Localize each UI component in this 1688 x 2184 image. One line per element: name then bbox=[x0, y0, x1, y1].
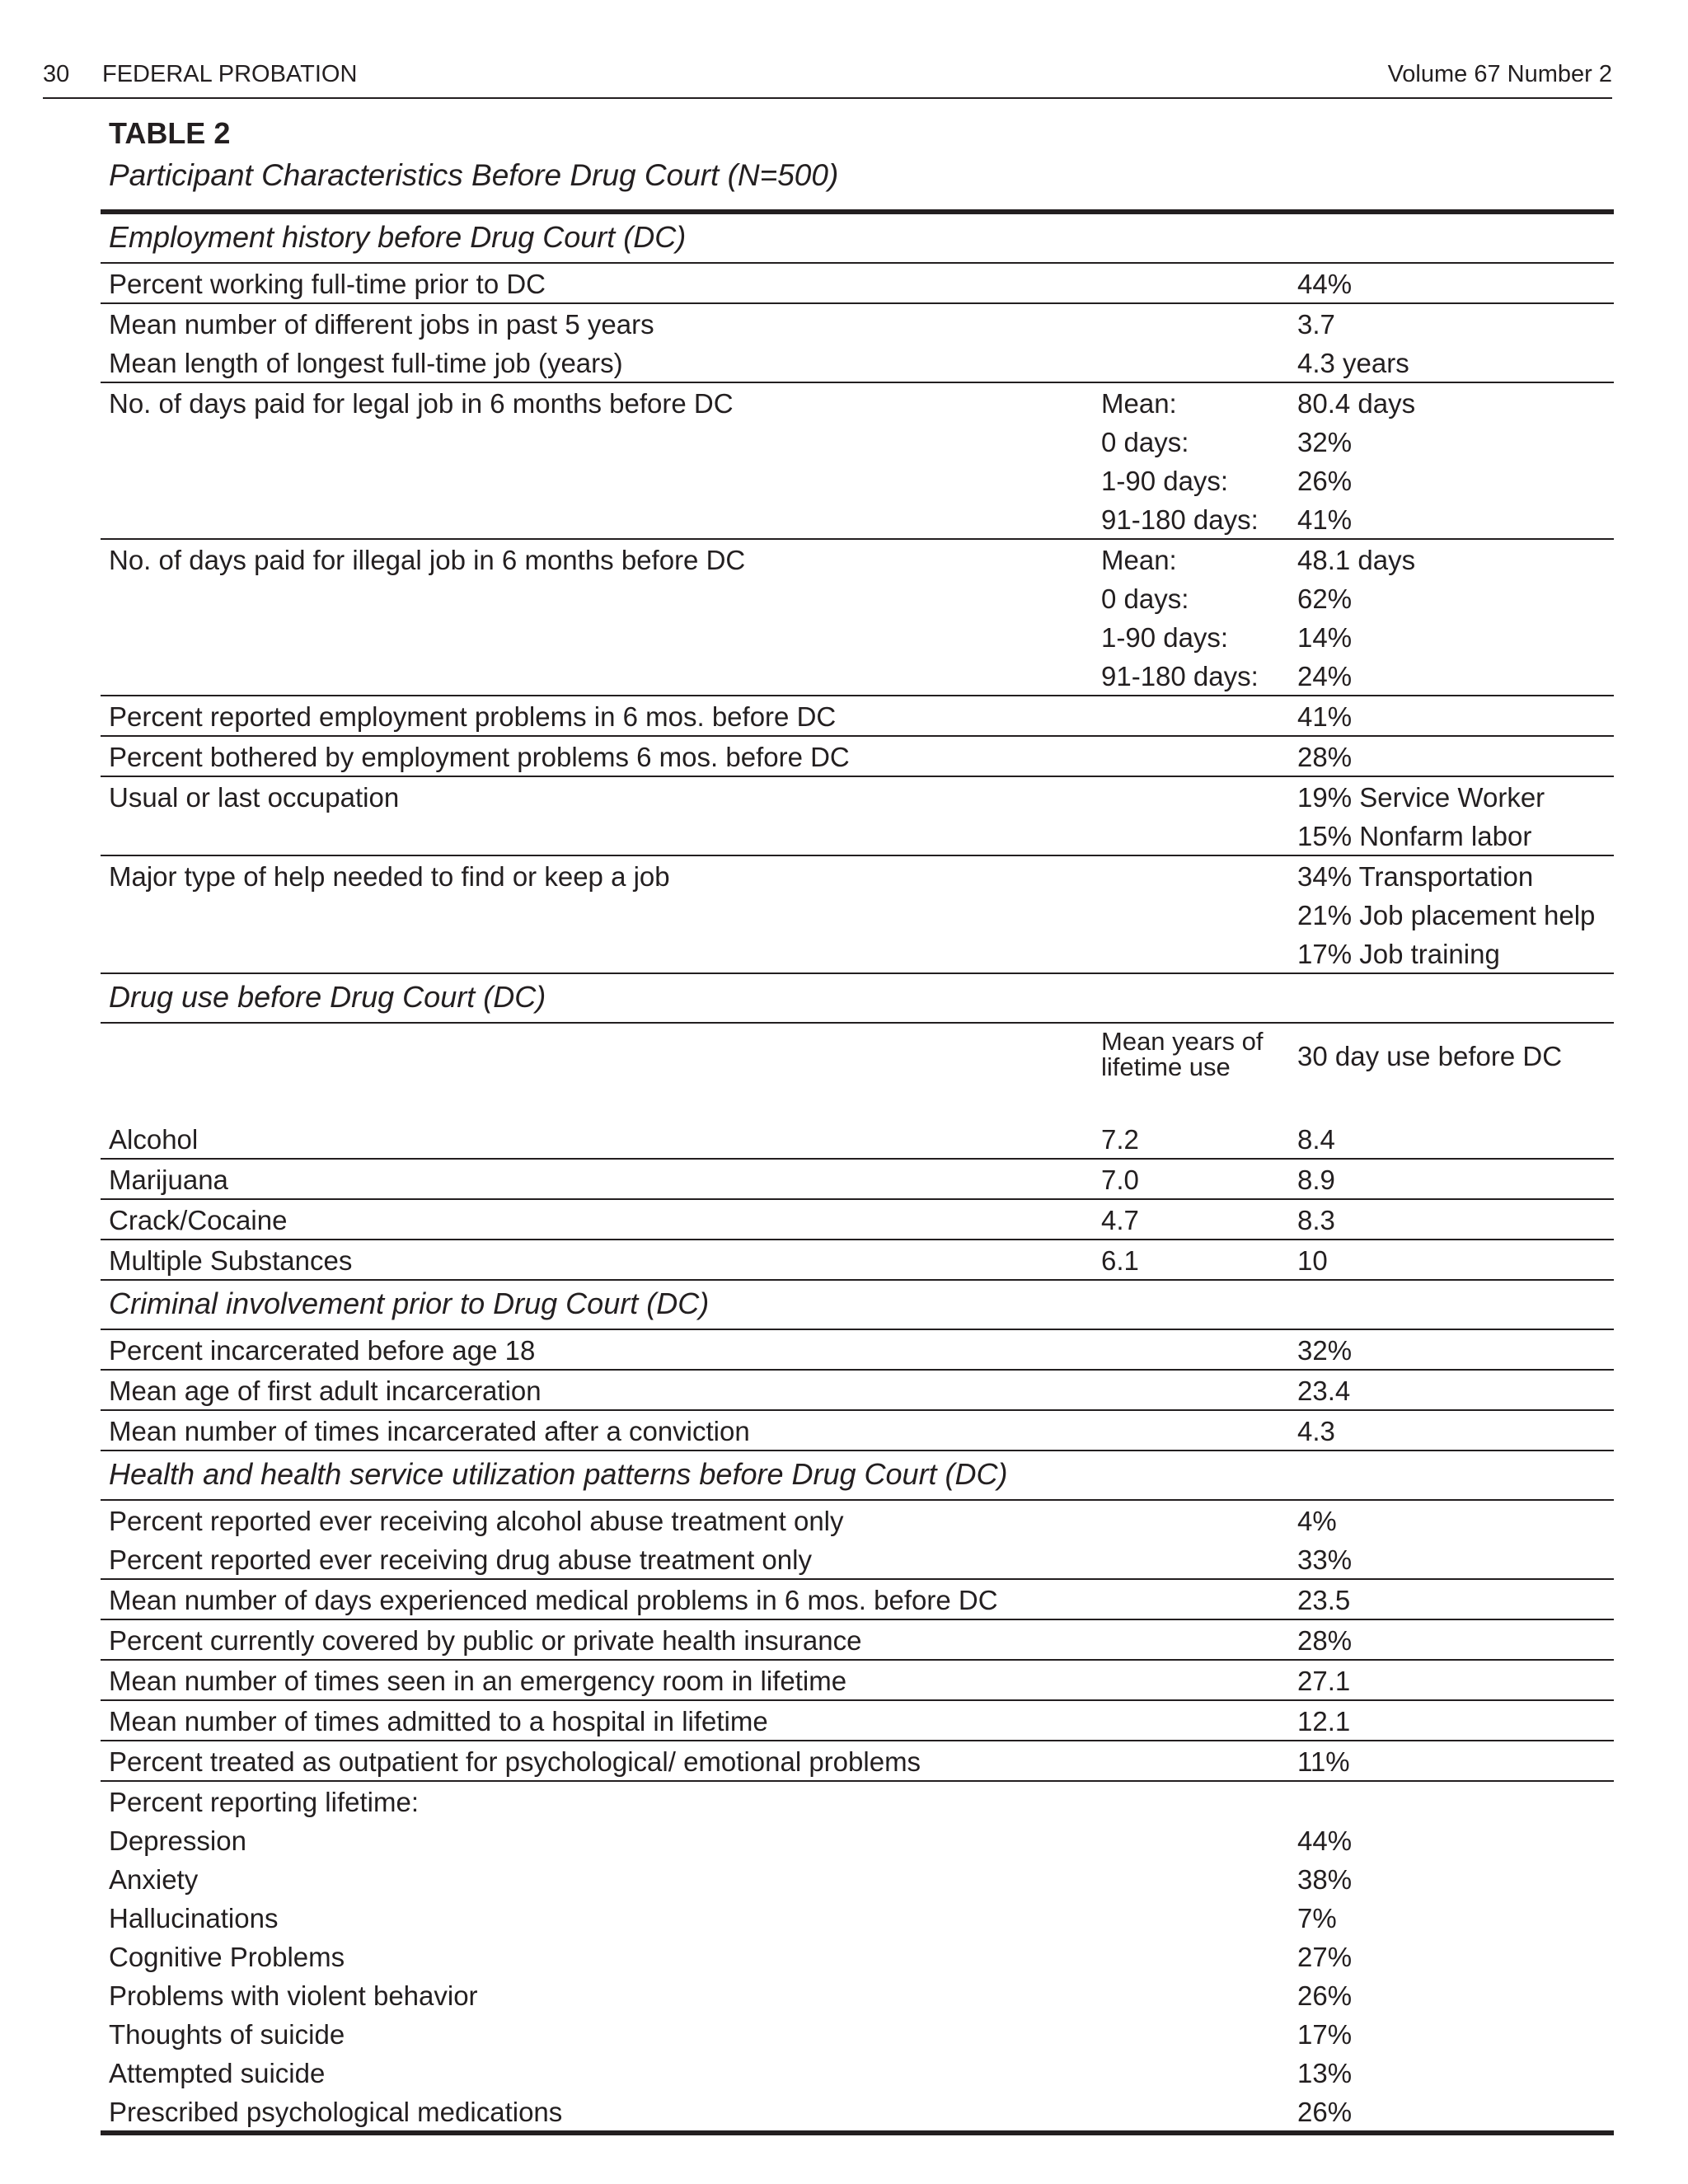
table-row bbox=[101, 777, 1614, 816]
row-sublabel bbox=[1101, 380, 1297, 382]
table-row bbox=[101, 1701, 1614, 1741]
table-row bbox=[101, 934, 1614, 974]
table-row bbox=[101, 540, 1614, 579]
row-value: 28% bbox=[1297, 742, 1353, 772]
table-row bbox=[101, 461, 1614, 499]
table-row bbox=[101, 383, 1614, 422]
row-value: 12.1 bbox=[1297, 1706, 1351, 1736]
row-sublabel bbox=[1101, 2051, 1297, 2053]
row-label bbox=[101, 971, 1101, 972]
table-row bbox=[101, 1501, 1614, 1540]
row-sublabel bbox=[1101, 2013, 1297, 2014]
row-label: Usual or last occupation bbox=[109, 782, 400, 813]
row-sublabel bbox=[1101, 1738, 1297, 1740]
row-value: 26% bbox=[1297, 1980, 1353, 2011]
row-label: Thoughts of suicide bbox=[109, 2019, 345, 2050]
row-label: Depression bbox=[109, 1825, 246, 1856]
row-value: 26% bbox=[1297, 466, 1353, 496]
row-label: Percent treated as outpatient for psychological/ emotional problems bbox=[109, 1746, 921, 1777]
table-row bbox=[101, 1200, 1614, 1240]
row-sublabel bbox=[1101, 1538, 1297, 1540]
table-row bbox=[101, 1859, 1614, 1898]
row-label bbox=[101, 1118, 1101, 1119]
row-value: 62% bbox=[1297, 583, 1353, 614]
row-value: 14% bbox=[1297, 622, 1353, 653]
row-sublabel bbox=[1101, 2129, 1297, 2130]
row-sublabel bbox=[1101, 1935, 1297, 1937]
section-title: Criminal involvement prior to Drug Court (DC) bbox=[109, 1286, 710, 1320]
row-label: Problems with violent behavior bbox=[109, 1980, 478, 2011]
row-value: 24% bbox=[1297, 661, 1353, 691]
row-value: 8.9 bbox=[1297, 1165, 1335, 1195]
row-sublabel bbox=[1101, 814, 1297, 816]
row-value: 4.3 bbox=[1297, 1416, 1335, 1446]
row-sublabel bbox=[1101, 853, 1297, 855]
table-row bbox=[101, 1160, 1614, 1200]
row-label bbox=[101, 853, 1101, 855]
row-value: 8.4 bbox=[1297, 1124, 1335, 1155]
row-label: Major type of help needed to find or keep a job bbox=[109, 861, 670, 892]
row-sublabel: Mean: bbox=[1101, 388, 1177, 419]
table-row bbox=[101, 2014, 1614, 2053]
section-title: Drug use before Drug Court (DC) bbox=[109, 980, 546, 1014]
table-row bbox=[101, 617, 1614, 656]
row-label: Cognitive Problems bbox=[109, 1942, 345, 1972]
row-label: Percent bothered by employment problems 6 mos. before DC bbox=[109, 742, 850, 772]
table-row bbox=[101, 2053, 1614, 2092]
row-value: 8.3 bbox=[1297, 1205, 1335, 1235]
row-sublabel: Mean years of lifetime use bbox=[1101, 1027, 1264, 1081]
table-row bbox=[101, 1330, 1614, 1371]
row-label bbox=[101, 537, 1101, 538]
row-value: 27% bbox=[1297, 1942, 1353, 1972]
row-label: Mean number of times incarcerated after a conviction bbox=[109, 1416, 750, 1446]
row-sublabel bbox=[1101, 1577, 1297, 1578]
table-row bbox=[101, 1580, 1614, 1620]
row-sublabel bbox=[1101, 893, 1297, 895]
row-sublabel bbox=[1101, 1974, 1297, 1975]
row-sublabel bbox=[1101, 1819, 1297, 1821]
table-row bbox=[101, 1898, 1614, 1937]
row-label: Mean age of first adult incarceration bbox=[109, 1376, 542, 1406]
section-header-row bbox=[101, 214, 1614, 264]
row-value: 38% bbox=[1297, 1864, 1353, 1895]
row-value: 4.3 years bbox=[1297, 348, 1409, 378]
row-sublabel bbox=[1101, 1617, 1297, 1619]
row-value: 28% bbox=[1297, 1625, 1353, 1656]
row-label: Hallucinations bbox=[109, 1903, 279, 1933]
table-row bbox=[101, 343, 1614, 383]
table-row bbox=[101, 1620, 1614, 1661]
row-label: Mean number of times admitted to a hospital in lifetime bbox=[109, 1706, 768, 1736]
table-row bbox=[101, 1371, 1614, 1411]
row-value: 48.1 days bbox=[1297, 545, 1416, 575]
section-header-row bbox=[101, 1281, 1614, 1330]
table-row bbox=[101, 737, 1614, 777]
row-value: 13% bbox=[1297, 2058, 1353, 2088]
row-sublabel: 91-180 days: bbox=[1101, 504, 1259, 535]
row-label: Attempted suicide bbox=[109, 2058, 326, 2088]
row-sublabel bbox=[1101, 1367, 1297, 1369]
row-value: 17% bbox=[1297, 2019, 1353, 2050]
table-row bbox=[101, 1821, 1614, 1859]
row-sublabel: 4.7 bbox=[1101, 1205, 1139, 1235]
section-title: Employment history before Drug Court (DC) bbox=[109, 220, 687, 254]
table-row bbox=[101, 1411, 1614, 1451]
row-value: 17% Job training bbox=[1297, 939, 1500, 969]
row-label: Percent incarcerated before age 18 bbox=[109, 1335, 536, 1366]
table-row bbox=[101, 579, 1614, 617]
row-sublabel: 7.0 bbox=[1101, 1165, 1139, 1195]
row-value: 15% Nonfarm labor bbox=[1297, 821, 1532, 851]
table-subtitle: Participant Characteristics Before Drug Court (N=500) bbox=[109, 158, 839, 192]
table-row bbox=[101, 816, 1614, 856]
row-sublabel bbox=[1101, 1858, 1297, 1859]
row-sublabel bbox=[1101, 1896, 1297, 1898]
row-label: Percent reported employment problems in 6 mos. before DC bbox=[109, 701, 837, 732]
row-label: Percent reporting lifetime: bbox=[109, 1787, 420, 1817]
row-value: 21% Job placement help bbox=[1297, 900, 1596, 930]
table-row bbox=[101, 499, 1614, 540]
row-label bbox=[101, 459, 1101, 461]
row-label: Mean length of longest full-time job (years) bbox=[109, 348, 623, 378]
row-sublabel bbox=[1101, 1448, 1297, 1450]
row-value: 80.4 days bbox=[1297, 388, 1416, 419]
row-label: Percent reported ever receiving alcohol abuse treatment only bbox=[109, 1506, 844, 1536]
row-label: Percent working full-time prior to DC bbox=[109, 269, 546, 299]
journal-title: FEDERAL PROBATION bbox=[102, 61, 358, 87]
row-sublabel bbox=[1101, 1698, 1297, 1699]
row-label bbox=[101, 498, 1101, 499]
table-row bbox=[101, 2092, 1614, 2130]
table-row bbox=[101, 856, 1614, 895]
row-label: Multiple Substances bbox=[109, 1245, 353, 1276]
row-label: Percent currently covered by public or private health insurance bbox=[109, 1625, 862, 1656]
row-sublabel bbox=[1101, 971, 1297, 972]
column-header-row bbox=[101, 1024, 1614, 1119]
row-sublabel: 1-90 days: bbox=[1101, 622, 1229, 653]
row-value: 33% bbox=[1297, 1544, 1353, 1575]
row-sublabel: Mean: bbox=[1101, 545, 1177, 575]
row-label: Alcohol bbox=[109, 1124, 199, 1155]
row-label: Mean number of different jobs in past 5 years bbox=[109, 309, 654, 340]
row-label: No. of days paid for illegal job in 6 months before DC bbox=[109, 545, 746, 575]
row-label: Mean number of times seen in an emergency room in lifetime bbox=[109, 1666, 847, 1696]
row-value: 44% bbox=[1297, 1825, 1353, 1856]
row-label: Crack/Cocaine bbox=[109, 1205, 288, 1235]
row-sublabel bbox=[1101, 341, 1297, 343]
volume-issue: Volume 67 Number 2 bbox=[1387, 61, 1612, 87]
row-value: 11% bbox=[1297, 1746, 1350, 1777]
section-header-row bbox=[101, 974, 1614, 1024]
row-value: 19% Service Worker bbox=[1297, 782, 1545, 813]
row-sublabel bbox=[1101, 2090, 1297, 2092]
row-label bbox=[101, 693, 1101, 695]
table-row bbox=[101, 1240, 1614, 1281]
table-row bbox=[101, 1119, 1614, 1160]
row-label: Marijuana bbox=[109, 1165, 228, 1195]
row-value: 4% bbox=[1297, 1506, 1337, 1536]
page-number: 30 bbox=[43, 61, 70, 87]
table-row bbox=[101, 264, 1614, 304]
row-sublabel: 6.1 bbox=[1101, 1245, 1139, 1276]
row-value bbox=[1297, 1819, 1614, 1821]
table-row bbox=[101, 1741, 1614, 1782]
row-value: 7% bbox=[1297, 1903, 1337, 1933]
row-value: 32% bbox=[1297, 427, 1353, 457]
row-sublabel bbox=[1101, 774, 1297, 776]
row-value: 30 day use before DC bbox=[1297, 1041, 1563, 1071]
table-title: TABLE 2 bbox=[109, 116, 231, 150]
row-value: 27.1 bbox=[1297, 1666, 1351, 1696]
table-row bbox=[101, 1540, 1614, 1580]
row-label: Anxiety bbox=[109, 1864, 199, 1895]
row-sublabel: 1-90 days: bbox=[1101, 466, 1229, 496]
row-label: No. of days paid for legal job in 6 months before DC bbox=[109, 388, 734, 419]
table-row bbox=[101, 1661, 1614, 1701]
row-sublabel: 7.2 bbox=[1101, 1124, 1139, 1155]
row-value: 26% bbox=[1297, 2097, 1353, 2127]
table-row bbox=[101, 1975, 1614, 2014]
section-header-row bbox=[101, 1451, 1614, 1501]
table-row bbox=[101, 696, 1614, 737]
row-sublabel bbox=[1101, 1657, 1297, 1659]
row-sublabel bbox=[1101, 1408, 1297, 1409]
row-value: 10 bbox=[1297, 1245, 1328, 1276]
row-label bbox=[101, 932, 1101, 934]
row-sublabel: 91-180 days: bbox=[1101, 661, 1259, 691]
row-value: 3.7 bbox=[1297, 309, 1335, 340]
row-sublabel: 0 days: bbox=[1101, 427, 1189, 457]
row-value: 32% bbox=[1297, 1335, 1353, 1366]
row-sublabel: 0 days: bbox=[1101, 583, 1189, 614]
table-row bbox=[101, 1937, 1614, 1975]
table-row bbox=[101, 304, 1614, 343]
row-value: 34% Transportation bbox=[1297, 861, 1534, 892]
row-label bbox=[101, 616, 1101, 617]
row-sublabel bbox=[1101, 733, 1297, 735]
row-sublabel bbox=[1101, 1779, 1297, 1780]
row-value: 23.4 bbox=[1297, 1376, 1351, 1406]
table-row bbox=[101, 895, 1614, 934]
data-table bbox=[101, 209, 1614, 2135]
table-row bbox=[101, 656, 1614, 696]
row-value: 23.5 bbox=[1297, 1585, 1351, 1615]
row-label: Prescribed psychological medications bbox=[109, 2097, 563, 2127]
page-header bbox=[43, 59, 1612, 99]
row-value: 41% bbox=[1297, 504, 1353, 535]
row-label: Mean number of days experienced medical problems in 6 mos. before DC bbox=[109, 1585, 998, 1615]
row-value: 44% bbox=[1297, 269, 1353, 299]
section-title: Health and health service utilization patterns before Drug Court (DC) bbox=[109, 1457, 1008, 1491]
table-row bbox=[101, 1782, 1614, 1821]
row-sublabel bbox=[1101, 301, 1297, 302]
row-label bbox=[101, 654, 1101, 656]
row-label: Percent reported ever receiving drug abuse treatment only bbox=[109, 1544, 812, 1575]
row-sublabel bbox=[1101, 932, 1297, 934]
row-value: 41% bbox=[1297, 701, 1353, 732]
table-row bbox=[101, 422, 1614, 461]
